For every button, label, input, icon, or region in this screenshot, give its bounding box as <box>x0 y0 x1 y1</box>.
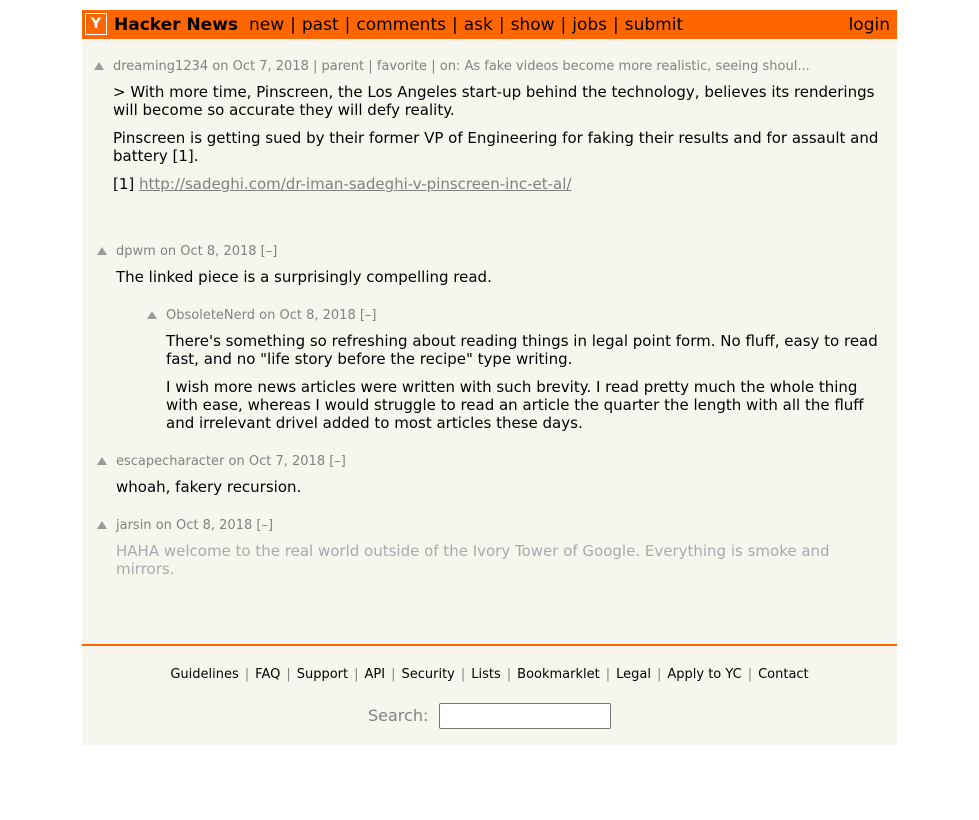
comment-text-paragraph: HAHA welcome to the real world outside of the Ivory Tower of Google. Everything is smoke and mirrors. <box>116 542 830 578</box>
footer-link-lists[interactable]: Lists <box>471 667 501 682</box>
nav-comments[interactable]: comments <box>356 15 446 35</box>
comment-text-paragraph: The linked piece is a surprisingly compelling read. <box>116 268 492 286</box>
comment-text-paragraph: There's something so refreshing about reading things in legal point form. No fluff, easy to read fast, and no "life story before the recipe" type writing. <box>166 332 878 368</box>
comment-user[interactable]: ObsoleteNerd <box>166 308 256 323</box>
comment-meta <box>116 518 273 533</box>
nav-separator: | <box>498 15 505 35</box>
nav-submit[interactable]: submit <box>624 15 684 35</box>
footer-link-api[interactable]: API <box>364 667 386 682</box>
upvote-arrow-icon[interactable] <box>147 311 157 319</box>
on-label: on: <box>439 59 461 74</box>
comment-meta <box>116 454 346 469</box>
upvote-arrow-icon[interactable] <box>97 457 107 465</box>
footer-link-apply[interactable]: Apply to YC <box>667 667 742 682</box>
upvote-arrow-icon[interactable] <box>94 62 104 70</box>
footer-link-bookmarklet[interactable]: Bookmarklet <box>517 667 600 682</box>
footer-separator: | <box>460 667 466 682</box>
footer-links <box>82 667 897 682</box>
collapse-toggle[interactable]: [–] <box>260 244 278 259</box>
top-bar <box>82 10 897 39</box>
comment-age[interactable]: on Oct 8, 2018 <box>159 244 257 259</box>
footer-link-contact[interactable]: Contact <box>758 667 809 682</box>
nav-separator: | <box>613 15 619 35</box>
meta-separator: | <box>312 59 318 74</box>
footer-link-security[interactable]: Security <box>401 667 455 682</box>
story-link[interactable]: As fake videos become more realistic, seeing shoul... <box>464 59 810 74</box>
nav-separator: | <box>451 15 458 35</box>
comment-text-paragraph: whoah, fakery recursion. <box>116 478 302 496</box>
footer-separator: | <box>391 667 396 682</box>
footer-link-legal[interactable]: Legal <box>616 667 651 682</box>
comment-age[interactable]: on Oct 8, 2018 <box>259 308 356 323</box>
nav-separator: | <box>344 15 351 35</box>
reference-link[interactable]: http://sadeghi.com/dr-iman-sadeghi-v-pinscreen-inc-et-al/ <box>139 175 572 193</box>
footer-link-guidelines[interactable]: Guidelines <box>170 667 239 682</box>
meta-separator: | <box>368 59 373 74</box>
login-link[interactable]: login <box>848 15 890 35</box>
footer-link-support[interactable]: Support <box>296 667 349 682</box>
comment-user[interactable]: jarsin <box>116 518 152 533</box>
favorite-link[interactable]: favorite <box>376 59 428 74</box>
search-label: Search: <box>368 706 429 725</box>
meta-separator: | <box>431 59 436 74</box>
footer-separator: | <box>354 667 359 682</box>
comment-text-paragraph: Pinscreen is getting sued by their former VP of Engineering for faking their results and for assault and battery [1]. <box>113 129 879 165</box>
y-logo-icon[interactable]: Y <box>85 13 107 35</box>
search-input[interactable] <box>439 703 611 729</box>
nav-past[interactable]: past <box>301 15 339 35</box>
footer-separator: | <box>605 667 611 682</box>
nav-show[interactable]: show <box>510 15 555 35</box>
comment-user[interactable]: dpwm <box>116 244 156 259</box>
nav-links <box>249 15 683 35</box>
comment-meta <box>166 308 377 323</box>
site-title[interactable]: Hacker News <box>114 15 239 35</box>
page-container <box>82 10 897 745</box>
reference-marker: [1] <box>113 175 135 193</box>
collapse-toggle[interactable]: [–] <box>329 454 346 469</box>
comment-text-paragraph: > With more time, Pinscreen, the Los Angeles start-up behind the technology, believes its renderings will become so accurate they will defy reality. <box>113 83 875 119</box>
comment-text-paragraph: I wish more news articles were written with such brevity. I read pretty much the whole thing with ease, whereas I would struggle to read an article the quarter the length with all the fluff and irrelevant drivel added to most articles these days. <box>166 378 864 432</box>
nav-ask[interactable]: ask <box>463 15 493 35</box>
footer-link-faq[interactable]: FAQ <box>255 667 281 682</box>
nav-separator: | <box>290 15 296 35</box>
footer-divider <box>82 644 897 646</box>
footer-separator: | <box>656 667 662 682</box>
collapse-toggle[interactable]: [–] <box>359 308 377 323</box>
comment-age[interactable]: on Oct 7, 2018 <box>228 454 326 469</box>
comment-user[interactable]: escapecharacter <box>116 454 225 469</box>
footer-separator: | <box>244 667 250 682</box>
nav-jobs[interactable]: jobs <box>572 15 608 35</box>
parent-link[interactable]: parent <box>321 59 365 74</box>
collapse-toggle[interactable]: [–] <box>256 518 274 533</box>
nav-separator: | <box>560 15 567 35</box>
comment-meta <box>113 59 810 74</box>
upvote-arrow-icon[interactable] <box>97 247 107 255</box>
comment-reference <box>113 175 888 193</box>
comment-age[interactable]: on Oct 8, 2018 <box>155 518 253 533</box>
nav-new[interactable]: new <box>249 15 285 35</box>
footer-separator: | <box>747 667 753 682</box>
footer-separator: | <box>286 667 291 682</box>
comment-age[interactable]: on Oct 7, 2018 <box>212 59 309 74</box>
upvote-arrow-icon[interactable] <box>97 521 107 529</box>
comment-meta <box>116 244 277 259</box>
comment-user[interactable]: dreaming1234 <box>113 59 209 74</box>
footer-separator: | <box>506 667 512 682</box>
